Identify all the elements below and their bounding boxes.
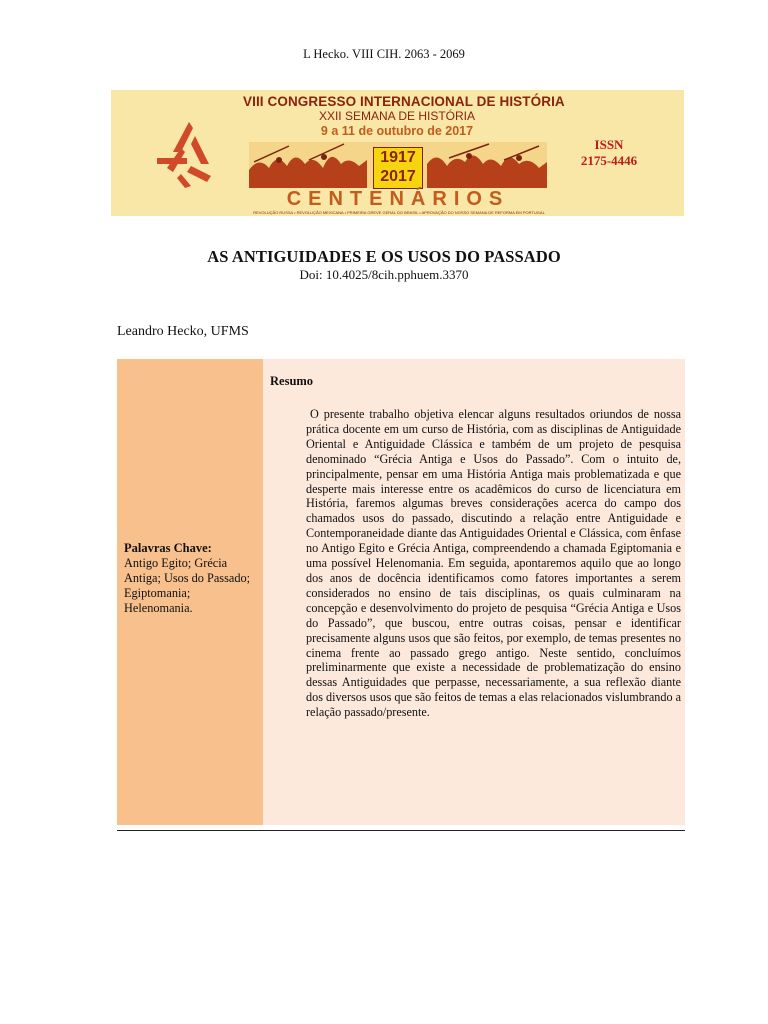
article-author: Leandro Hecko, UFMS — [117, 324, 249, 339]
banner-dates: 9 a 11 de outubro de 2017 — [320, 124, 474, 138]
banner-congress-title: VIII CONGRESSO INTERNACIONAL DE HISTÓRIA — [243, 94, 565, 109]
keywords-text: Antigo Egito; Grécia Antiga; Usos do Passado; Egiptomania; Helenomania. — [124, 556, 251, 615]
conference-logo-icon — [151, 118, 221, 188]
keywords-block — [124, 541, 258, 616]
abstract-cell — [263, 359, 685, 825]
year-1917: 1917 — [380, 149, 416, 166]
banner-footer-strip: REVOLUÇÃO RUSSA • REVOLUÇÃO MEXICANA • PRIMEIRA GREVE GERAL DO BRASIL • APROVAÇÃO DO NOSSO SEMANA DE REFORMA EM PORTUGAL — [253, 210, 545, 215]
conference-banner — [111, 90, 684, 216]
abstract-text: O presente trabalho objetiva elencar alguns resultados oriundos de nossa prática docente em um curso de História, com as disciplinas de Antiguidade Oriental e Antiguidade Clássica e também de um projeto de pesquisa denominado “Grécia Antiga e Usos do Passado”. Com o intuito de, principalmente, pensar em uma História Antiga mais problematizada e que desperte mais interesse entre os acadêmicos do curso de licenciatura em História, faremos algumas breves considerações acerca do campo dos chamados usos do passado, discutindo a relação entre Antiguidade e Contemporaneidade diante das Antiguidades Oriental e Clássica, com ênfase no Antigo Egito e Grécia Antiga, compreendendo a chamada Egiptomania e uma possível Helenomania. Em seguida, apontaremos aquilo que ao longo dos anos de docência identificamos como fatores importantes a serem considerados no ensino de tais disciplinas, os quais culminaram na concepção e desenvolvimento do projeto de pesquisa “Grécia Antiga e Usos do Passado”, que buscou, entre outras coisas, pensar e identificar precisamente alguns usos que são feitos, por exemplo, de temas presentes no cinema frente ao passado grego antigo. Neste sentido, concluímos preliminarmente que existe a necessidade de problematização do ensino dessas Antiguidades que perpasse, necessariamente, a sua reflexão diante dos diversos usos que são feitos de temas a elas relacionados vislumbrando a relação passado/presente. — [306, 407, 682, 720]
abstract-table — [117, 359, 685, 825]
abstract-heading: Resumo — [270, 374, 314, 388]
issn-block — [573, 137, 645, 169]
year-2017: 2017 — [380, 168, 416, 185]
keywords-heading: Palavras Chave: — [124, 541, 212, 555]
banner-centenarios: CENTENÁRIOS — [286, 188, 510, 210]
issn-label: ISSN — [594, 137, 624, 152]
article-title: AS ANTIGUIDADES E OS USOS DO PASSADO — [207, 247, 561, 266]
article-doi: Doi: 10.4025/8cih.pphuem.3370 — [299, 267, 469, 282]
issn-number: 2175-4446 — [580, 153, 638, 168]
centenary-years-badge — [373, 147, 423, 189]
table-bottom-rule — [117, 830, 685, 831]
keywords-cell — [117, 359, 263, 825]
running-head: L Hecko. VIII CIH. 2063 - 2069 — [303, 47, 465, 61]
banner-week-title: XXII SEMANA DE HISTÓRIA — [318, 109, 476, 123]
